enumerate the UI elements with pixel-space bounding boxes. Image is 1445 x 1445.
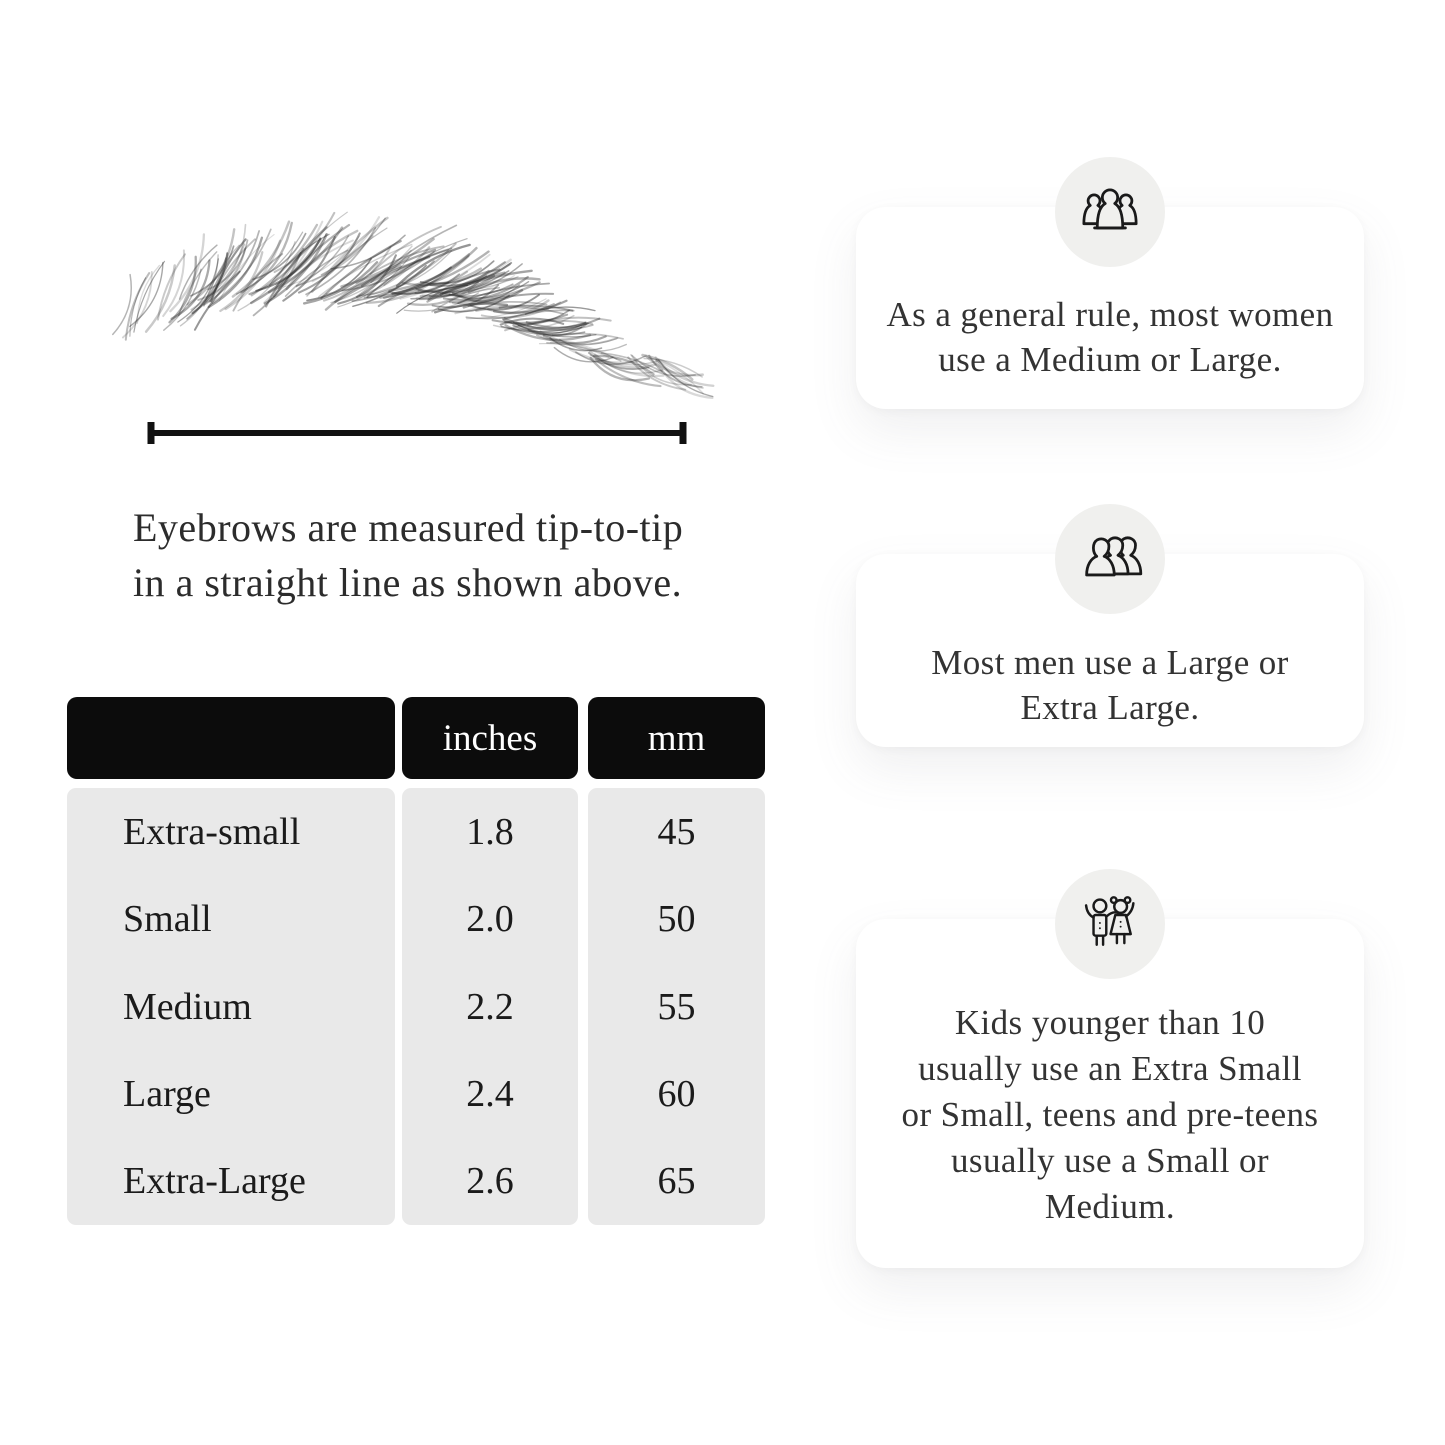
table-cell-mm: 45 xyxy=(657,810,696,853)
table-column-mm xyxy=(588,788,765,1225)
table-cell-size: Extra-Large xyxy=(123,1160,306,1203)
table-header-inches xyxy=(402,697,578,779)
eyebrow-illustration xyxy=(112,225,697,395)
table-cell-mm: 60 xyxy=(657,1072,696,1115)
table-header-mm-label: mm xyxy=(647,717,706,759)
info-card-women xyxy=(856,207,1364,409)
table-cell-mm: 55 xyxy=(657,985,696,1028)
table-cell-inches: 2.4 xyxy=(466,1072,514,1115)
measurement-line xyxy=(144,420,690,446)
size-table xyxy=(67,697,765,1225)
men-group-icon xyxy=(1055,504,1165,614)
table-cell-size: Medium xyxy=(123,985,252,1028)
card-text-women: As a general rule, most women use a Medium or Large. xyxy=(886,295,1334,379)
table-cell-mm: 65 xyxy=(657,1160,696,1203)
card-text-men: Most men use a Large or Extra Large. xyxy=(931,643,1289,727)
figure-caption-line2: in a straight line as shown above. xyxy=(133,560,683,605)
figure-caption xyxy=(133,500,683,610)
figure-caption-line1: Eyebrows are measured tip-to-tip xyxy=(133,505,684,550)
table-cell-size: Extra-small xyxy=(123,810,301,853)
women-group-icon xyxy=(1055,157,1165,267)
table-header-size xyxy=(67,697,395,779)
card-text-kids: Kids younger than 10 usually use an Extra Small or Small, teens and pre-teens usually use a Small or Medium. xyxy=(901,1003,1319,1226)
info-card-kids xyxy=(856,919,1364,1268)
kids-icon xyxy=(1055,869,1165,979)
table-cell-size: Large xyxy=(123,1072,211,1115)
table-header-mm xyxy=(588,697,765,779)
table-header-inches-label: inches xyxy=(442,717,538,759)
table-cell-size: Small xyxy=(123,898,212,941)
table-cell-inches: 2.6 xyxy=(466,1160,514,1203)
table-cell-inches: 2.2 xyxy=(466,985,514,1028)
table-cell-inches: 2.0 xyxy=(466,898,514,941)
table-cell-mm: 50 xyxy=(657,898,696,941)
table-column-sizes xyxy=(67,788,395,1225)
info-card-men xyxy=(856,554,1364,747)
table-column-inches xyxy=(402,788,578,1225)
table-cell-inches: 1.8 xyxy=(466,810,514,853)
